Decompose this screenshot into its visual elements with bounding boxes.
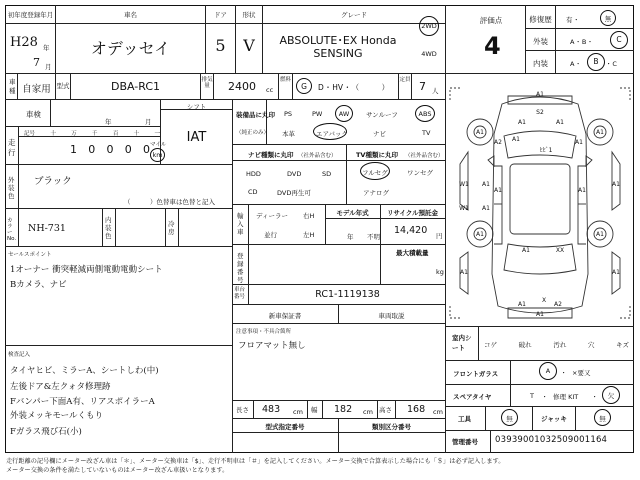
car-outline	[450, 88, 630, 318]
shift: IAT	[186, 130, 207, 145]
interior-label: 内装	[533, 59, 548, 68]
year-unit: 年	[43, 44, 50, 52]
color-code-label: カラーNo.	[7, 218, 17, 242]
navi-hdd: HDD	[246, 170, 261, 178]
length-value: 483	[262, 404, 281, 415]
divider	[213, 73, 214, 99]
registration-month: 7	[33, 56, 40, 69]
drive-2wd: 2WD	[421, 22, 437, 30]
jack-label: ジャッキ	[541, 415, 567, 423]
car-damage-diagram	[446, 74, 634, 326]
inspector-line: Fバンパー下面A有、リアスポイラーA	[10, 397, 155, 407]
reg-number-label: 登録番号	[237, 252, 244, 284]
divider	[18, 164, 19, 208]
divider	[232, 284, 445, 285]
inspector-line: 外装メッキモールくもり	[10, 411, 103, 421]
damage-marks	[459, 91, 620, 318]
navi-sd: SD	[322, 170, 332, 178]
grade-line-1: ABSOLUTE･EX Honda	[279, 34, 397, 47]
model-label: 型式	[56, 82, 70, 90]
front-glass-label: フロントガラス	[453, 370, 499, 378]
spare-tire-label: スペアタイヤ	[453, 393, 492, 401]
mile-unit: マイル	[150, 142, 167, 148]
divider	[5, 99, 445, 100]
divider	[18, 208, 19, 246]
interior-grade: B	[593, 57, 599, 66]
color-note-open: （	[124, 198, 131, 206]
front-glass-value: A	[545, 367, 551, 375]
divider	[232, 400, 445, 401]
import-right: 右H	[303, 212, 315, 220]
interior-item: 穴	[587, 341, 595, 349]
month-unit: 月	[45, 63, 52, 71]
odometer-digit: 0	[124, 143, 132, 156]
damage-mark: A1	[476, 129, 484, 136]
fuel-label: 燃料	[279, 77, 291, 83]
new-warranty: 新車保証書	[268, 312, 302, 320]
divider	[178, 208, 179, 246]
divider	[292, 73, 293, 99]
notes-text: フロアマット無し	[238, 341, 306, 351]
equip-navi: ナビ	[373, 130, 386, 138]
divider	[445, 384, 634, 385]
height-label: 高さ	[379, 406, 392, 414]
interior-sheet-title: 室内シート	[452, 334, 472, 352]
divider	[490, 430, 491, 453]
score: 4	[484, 32, 501, 60]
navi-dvd-play: DVD再生可	[277, 189, 311, 197]
capacity: 7	[419, 80, 426, 93]
divider	[5, 246, 232, 247]
model-year-unknown: 不明	[367, 233, 380, 241]
selling-point-line: 1オーナー 衝突軽減両側電動電動シート	[10, 265, 163, 275]
divider	[532, 406, 533, 430]
damage-mark: A1	[575, 139, 583, 146]
divider	[555, 5, 556, 73]
spare-tire-sep: ･	[543, 393, 547, 401]
digit-header: 一	[154, 131, 160, 137]
inspector-line: Fガラス飛び石(小)	[10, 427, 82, 437]
divider	[115, 208, 116, 246]
chassis-label: 車台番号	[234, 287, 246, 300]
car-name: オデッセイ	[90, 39, 171, 58]
equip-pw: PW	[312, 110, 323, 118]
repair-none: 無	[604, 15, 612, 23]
damage-mark: A1	[522, 247, 530, 254]
divider	[5, 23, 445, 24]
max-load-label: 最大積載量	[396, 249, 429, 257]
grade-label: グレード	[341, 11, 367, 19]
equip-leather: 本革	[282, 130, 295, 138]
tv-title: TV種類に丸印	[356, 151, 398, 159]
damage-mark: A1	[518, 119, 526, 126]
model-year-year: 年	[347, 233, 354, 241]
damage-mark: A1	[556, 119, 564, 126]
damage-mark: A1	[460, 269, 468, 276]
divider	[160, 109, 232, 110]
divider	[232, 204, 445, 205]
footer-line-2: メーター交換の条件を満たしていないものはメーター改ざん車扱いとなります。	[6, 467, 229, 474]
digit-header: 千	[91, 131, 98, 137]
exterior-color: ブラック	[34, 176, 72, 187]
interior-options-a: A ･	[570, 60, 580, 68]
divider	[5, 208, 232, 209]
divider	[5, 164, 232, 165]
equip-aw: AW	[338, 110, 350, 118]
damage-mark: A2	[494, 139, 502, 146]
divider	[525, 28, 634, 29]
color-note: ）色替車は色替と記入	[150, 198, 215, 206]
registration-era: H28	[10, 35, 38, 50]
interior-item: キズ	[616, 341, 629, 349]
jack-value: 無	[599, 415, 606, 423]
doors: 5	[215, 36, 226, 55]
digit-header: 百	[112, 131, 119, 137]
divider	[525, 50, 634, 51]
divider	[5, 345, 232, 346]
model-year-label: モデル年式	[336, 209, 369, 217]
inspector-line: タイヤヒビ、ミラーA、シートしわ(中)	[10, 366, 159, 376]
spare-tire-t: T	[530, 392, 534, 400]
damage-mark: XX	[555, 247, 565, 254]
damage-mark: X	[541, 297, 547, 304]
navi-dvd: DVD	[287, 170, 302, 178]
digit-header: 十	[133, 131, 140, 137]
recycle-label: リサイクル預託金	[386, 209, 439, 217]
equip-abs: ABS	[418, 110, 432, 118]
exterior-grade: C	[616, 35, 622, 44]
divider	[18, 126, 19, 164]
divider	[253, 400, 254, 418]
divider	[346, 144, 347, 204]
divider	[445, 326, 634, 327]
divider	[232, 160, 445, 161]
distance-label-1: 走	[8, 138, 16, 147]
shape-label: 形状	[242, 11, 256, 19]
divider	[307, 400, 308, 418]
damage-mark: A1	[612, 269, 620, 276]
inspection-month-unit: 月	[145, 118, 152, 126]
front-glass-sep: ･	[562, 369, 566, 377]
height-unit: cm	[433, 408, 443, 416]
displacement-label: 排気量	[201, 77, 213, 89]
spare-tire-sep: ･	[593, 393, 597, 401]
damage-mark: A1	[536, 91, 544, 98]
damage-mark: A1	[518, 301, 526, 308]
footer-line-1: 走行距離の記号欄にメーター改ざん車は「＊」、メーター交換車は「$」、走行不明車は「＃」を記入してください。メーター交換で合算表示した場合にも「＄」は必ず記入します。	[6, 458, 505, 465]
grade-line-2: SENSING	[313, 47, 363, 60]
interior-item: コゲ	[484, 341, 497, 349]
navi-subtitle: （社外品含む）	[298, 153, 337, 159]
class-number-label: 類別区分番号	[372, 423, 411, 431]
digit-header: 記号	[24, 131, 36, 137]
width-label: 幅	[311, 406, 318, 414]
model-code: DBA-RC1	[110, 80, 161, 93]
divider	[5, 126, 160, 127]
equip-ps: PS	[284, 110, 293, 118]
body-shape: V	[243, 36, 255, 55]
odometer-digit: 0	[143, 143, 150, 156]
color-code: NH-731	[28, 223, 66, 234]
usage: 自家用	[22, 84, 51, 95]
digit-header: 万	[71, 131, 77, 137]
equip-airbag: エアバック	[316, 130, 348, 138]
divider	[485, 406, 486, 430]
repair-label: 修復歴	[529, 15, 552, 24]
divider	[445, 360, 634, 361]
equip-sunroof: サンルーフ	[366, 111, 398, 119]
damage-mark: A1	[494, 187, 502, 194]
interior-color-label: 内装色	[105, 216, 112, 240]
exterior-options: A ･ B ･	[570, 38, 592, 46]
divider	[322, 400, 323, 418]
tv-oneseg: ワンセグ	[407, 169, 433, 177]
length-unit: cm	[293, 408, 303, 416]
tv-fullseg: フルセグ	[362, 169, 388, 177]
tool-label: 工具	[458, 415, 471, 423]
divider	[165, 208, 166, 246]
damage-mark: A1	[476, 231, 484, 238]
import-label: 輸入車	[237, 212, 244, 236]
divider	[232, 244, 445, 245]
interior-item: 破れ	[518, 341, 532, 349]
damage-mark: A1	[578, 187, 586, 194]
odometer-digits	[70, 143, 150, 156]
fuel-gasoline: G	[301, 82, 307, 91]
divider	[575, 406, 576, 430]
import-parallel: 並行	[264, 231, 277, 239]
tool-value: 無	[506, 415, 513, 423]
tv-subtitle: （社外品含む）	[405, 153, 444, 159]
divider	[266, 99, 267, 144]
width-unit: cm	[363, 408, 373, 416]
repair-options: 有 ･	[566, 16, 578, 24]
damage-mark: A1	[512, 136, 520, 143]
door-label: ドア	[214, 11, 227, 19]
divider	[248, 244, 249, 304]
divider	[445, 430, 634, 431]
equipment-title: 装備品に丸印	[236, 111, 275, 119]
interior-sheet-items	[484, 340, 629, 349]
divider	[445, 406, 634, 407]
divider	[50, 99, 51, 126]
height-value: 168	[407, 404, 426, 415]
cc-unit: cc	[266, 86, 274, 94]
spare-tire-value: 欠	[607, 392, 615, 400]
tv-analog: アナログ	[363, 189, 389, 197]
car-name-label: 車名	[124, 11, 137, 19]
damage-mark: A2	[554, 301, 562, 308]
inspection-label: 車検	[26, 110, 41, 119]
navi-title: ナビ種類に丸印	[248, 151, 294, 159]
displacement: 2400	[228, 80, 256, 93]
damage-mark: A1	[536, 311, 544, 318]
exterior-label: 外装	[533, 37, 548, 46]
digit-header: 十	[50, 131, 56, 137]
divider	[5, 73, 445, 74]
damage-note: ﾋﾋﾞ1	[539, 147, 553, 154]
yen-unit: 円	[436, 232, 443, 240]
damage-mark: A1	[596, 129, 604, 136]
odometer-digit: 0	[106, 143, 114, 156]
damage-mark: A1	[612, 181, 620, 188]
import-left: 左H	[303, 231, 315, 239]
spare-tire-repair: 修理 KIT	[553, 393, 579, 401]
divider	[325, 218, 445, 219]
import-dealer: ディーラー	[256, 212, 288, 220]
exterior-color-label: 外装色	[8, 176, 15, 200]
kg-unit: kg	[436, 268, 444, 276]
divider	[248, 204, 249, 244]
vehicle-manual: 車両取説	[378, 312, 405, 320]
notes-label: 注意事項・不具合箇所	[236, 329, 292, 335]
divider	[232, 432, 445, 433]
divider	[395, 400, 396, 418]
damage-mark: W1	[459, 181, 469, 188]
inspector-line: 左後ドア&左クォタ修理跡	[10, 382, 111, 392]
divider	[478, 326, 479, 360]
ac-label: 冷房	[168, 220, 175, 236]
management-number: 0393900103250900116​4	[495, 435, 608, 445]
interior-options-c: ･ C	[607, 60, 617, 68]
divider	[232, 323, 445, 324]
digit-headers	[24, 129, 160, 137]
reg-year-label: 初年度登録年月	[7, 11, 54, 19]
management-label: 管理番号	[452, 438, 478, 446]
odometer-digit: 0	[88, 143, 96, 156]
equip-tv: TV	[422, 129, 431, 137]
damage-mark: S2	[536, 109, 544, 116]
capacity-unit: 人	[432, 87, 439, 95]
length-label: 長さ	[236, 406, 249, 414]
fuel-options: D ･ HV ･ （ ）	[318, 83, 390, 92]
damage-mark: W1	[459, 205, 469, 212]
divider	[510, 360, 511, 406]
divider	[377, 400, 378, 418]
divider	[232, 144, 445, 145]
usage-label-2: 種	[9, 87, 16, 95]
inspection-year-unit: 年	[105, 118, 112, 126]
recycle-amount: 14,420	[394, 225, 428, 236]
width-value: 182	[334, 404, 353, 415]
selling-point-line: Bカメラ、ナビ	[10, 280, 67, 290]
usage-label: 車	[9, 78, 16, 86]
interior-item: 汚れ	[553, 341, 567, 349]
distance-label-2: 行	[8, 148, 16, 157]
selling-points-label: セールスポイント	[8, 252, 52, 258]
chassis-number: RC1-1119138	[315, 289, 380, 300]
divider	[411, 73, 412, 99]
score-label: 評価点	[479, 16, 503, 25]
inspector-label: 検査記入	[8, 352, 31, 358]
damage-mark: A1	[482, 181, 490, 188]
navi-cd: CD	[248, 188, 258, 196]
equipment-subtitle: （純正のみ）	[236, 130, 270, 136]
damage-mark: A1	[482, 205, 490, 212]
drive-4wd: 4WD	[421, 50, 437, 58]
type-designation-label: 型式指定番号	[265, 423, 305, 431]
front-glass-replace: ×要又	[572, 369, 591, 377]
km-unit: km	[152, 151, 163, 159]
divider	[102, 208, 103, 246]
odometer-digit: 1	[70, 143, 77, 156]
damage-mark: A1	[596, 231, 604, 238]
shift-label: シフト	[186, 103, 207, 111]
capacity-label: 定員	[399, 77, 411, 83]
